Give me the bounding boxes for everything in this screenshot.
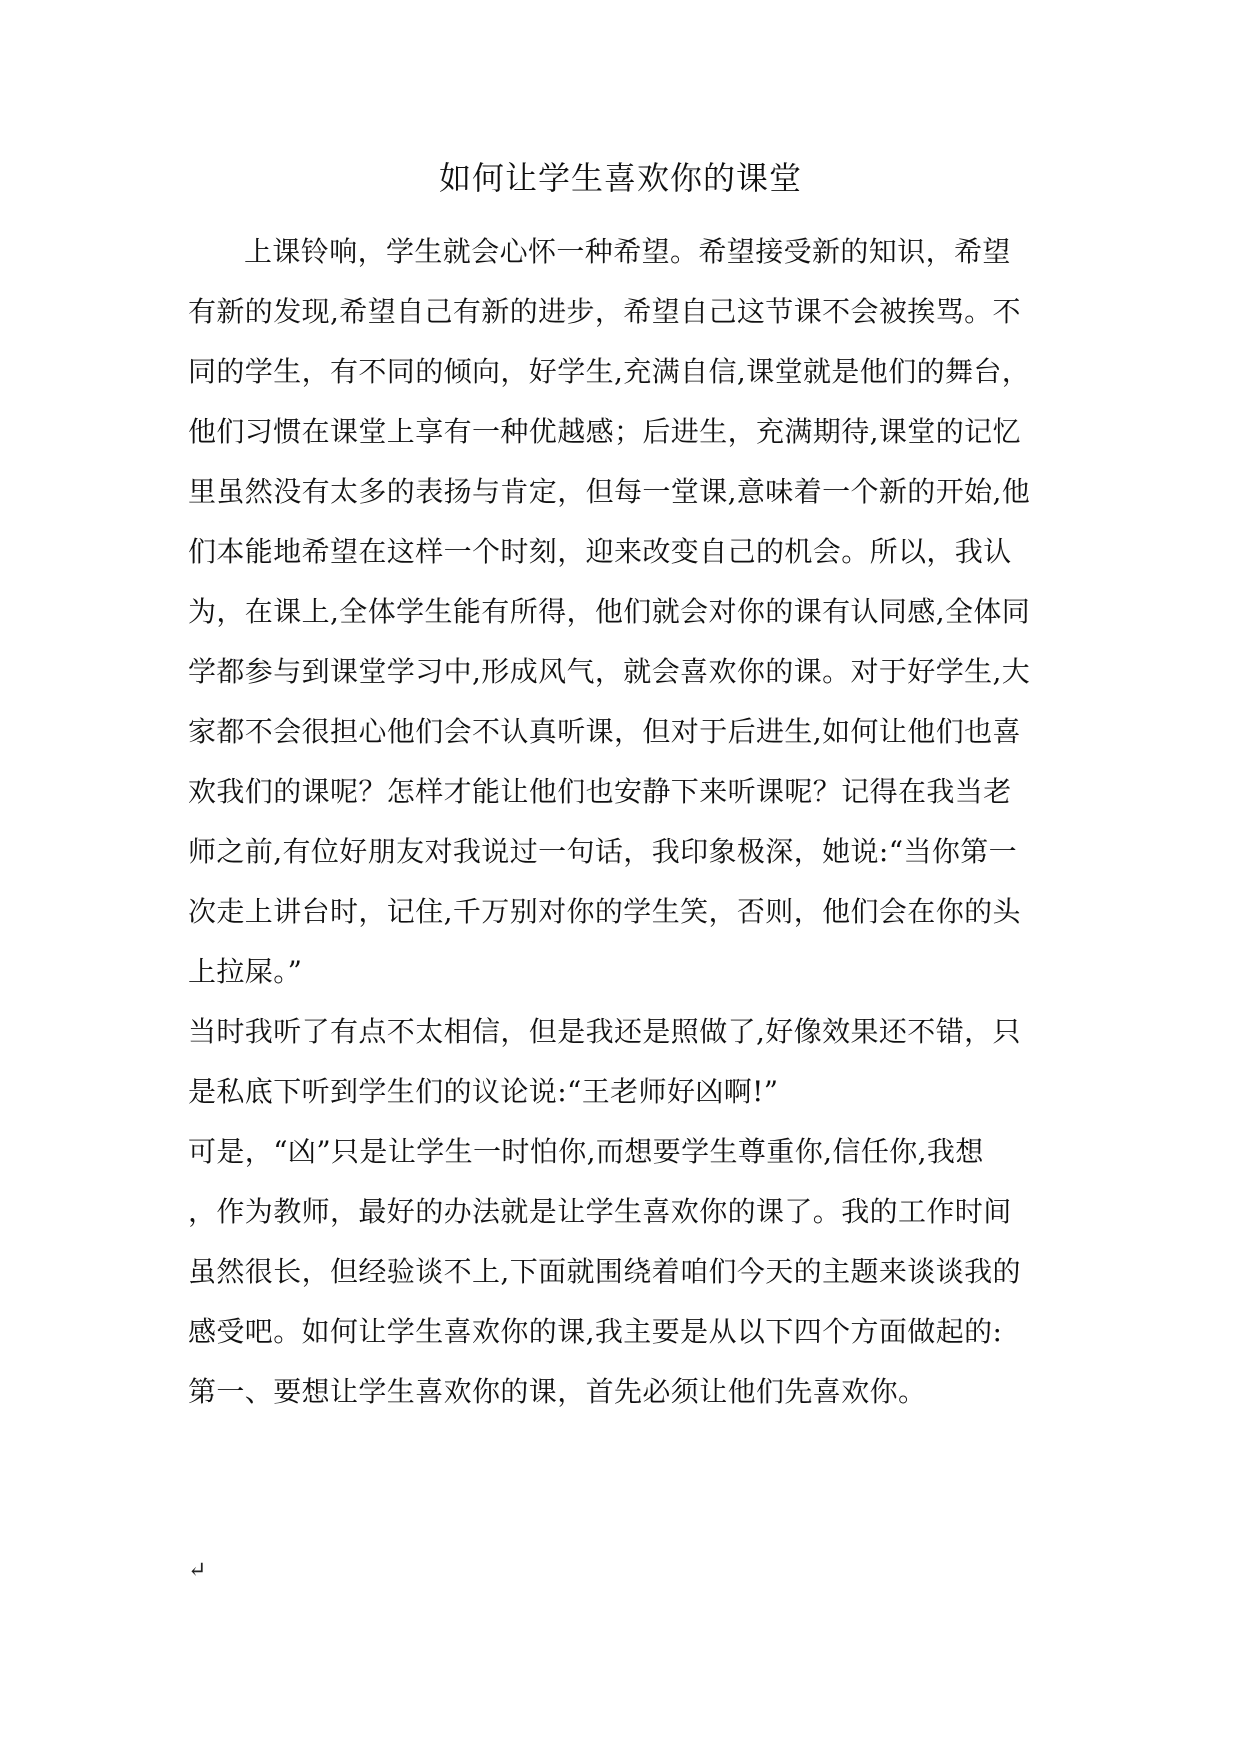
body-line: 上拉屎。” bbox=[188, 955, 303, 988]
paragraph-mark-icon: ↵ bbox=[188, 1558, 207, 1583]
body-line: 为，在课上,全体学生能有所得，他们就会对你的课有认同感,全体同 bbox=[188, 595, 1031, 628]
body-line: 有新的发现,希望自己有新的进步，希望自己这节课不会被挨骂。不 bbox=[188, 295, 1021, 328]
body-line: 家都不会很担心他们会不认真听课，但对于后进生,如何让他们也喜 bbox=[188, 715, 1021, 748]
body-line: 次走上讲台时，记住,千万别对你的学生笑，否则，他们会在你的头 bbox=[188, 895, 1021, 928]
body-line: 同的学生，有不同的倾向，好学生,充满自信,课堂就是他们的舞台， bbox=[188, 355, 1031, 388]
body-line: 虽然很长，但经验谈不上,下面就围绕着咱们今天的主题来谈谈我的 bbox=[188, 1255, 1021, 1288]
body-line: 们本能地希望在这样一个时刻，迎来改变自己的机会。所以，我认 bbox=[188, 535, 1012, 568]
body-line: 可是，“凶”只是让学生一时怕你,而想要学生尊重你,信任你,我想 bbox=[188, 1135, 984, 1168]
body-line: 感受吧。如何让学生喜欢你的课,我主要是从以下四个方面做起的: bbox=[188, 1315, 1003, 1348]
page-title: 如何让学生喜欢你的课堂 bbox=[438, 159, 802, 197]
body-line: 欢我们的课呢？怎样才能让他们也安静下来听课呢？记得在我当老 bbox=[188, 775, 1012, 808]
body-line: 师之前,有位好朋友对我说过一句话，我印象极深，她说:“当你第一 bbox=[188, 835, 1018, 868]
body-line: 他们习惯在课堂上享有一种优越感；后进生，充满期待,课堂的记忆 bbox=[188, 415, 1021, 448]
body-line: 学都参与到课堂学习中,形成风气，就会喜欢你的课。对于好学生,大 bbox=[188, 655, 1031, 688]
body-line: 上课铃响，学生就会心怀一种希望。希望接受新的知识，希望 bbox=[244, 235, 1011, 268]
body-line: 是私底下听到学生们的议论说:“王老师好凶啊!” bbox=[188, 1075, 779, 1108]
body-line: 里虽然没有太多的表扬与肯定，但每一堂课,意味着一个新的开始,他 bbox=[188, 475, 1031, 508]
body-line: 当时我听了有点不太相信，但是我还是照做了,好像效果还不错，只 bbox=[188, 1015, 1021, 1048]
body-line: 第一、要想让学生喜欢你的课，首先必须让他们先喜欢你。 bbox=[188, 1375, 927, 1408]
body-line: ，作为教师，最好的办法就是让学生喜欢你的课了。我的工作时间 bbox=[188, 1195, 1012, 1228]
